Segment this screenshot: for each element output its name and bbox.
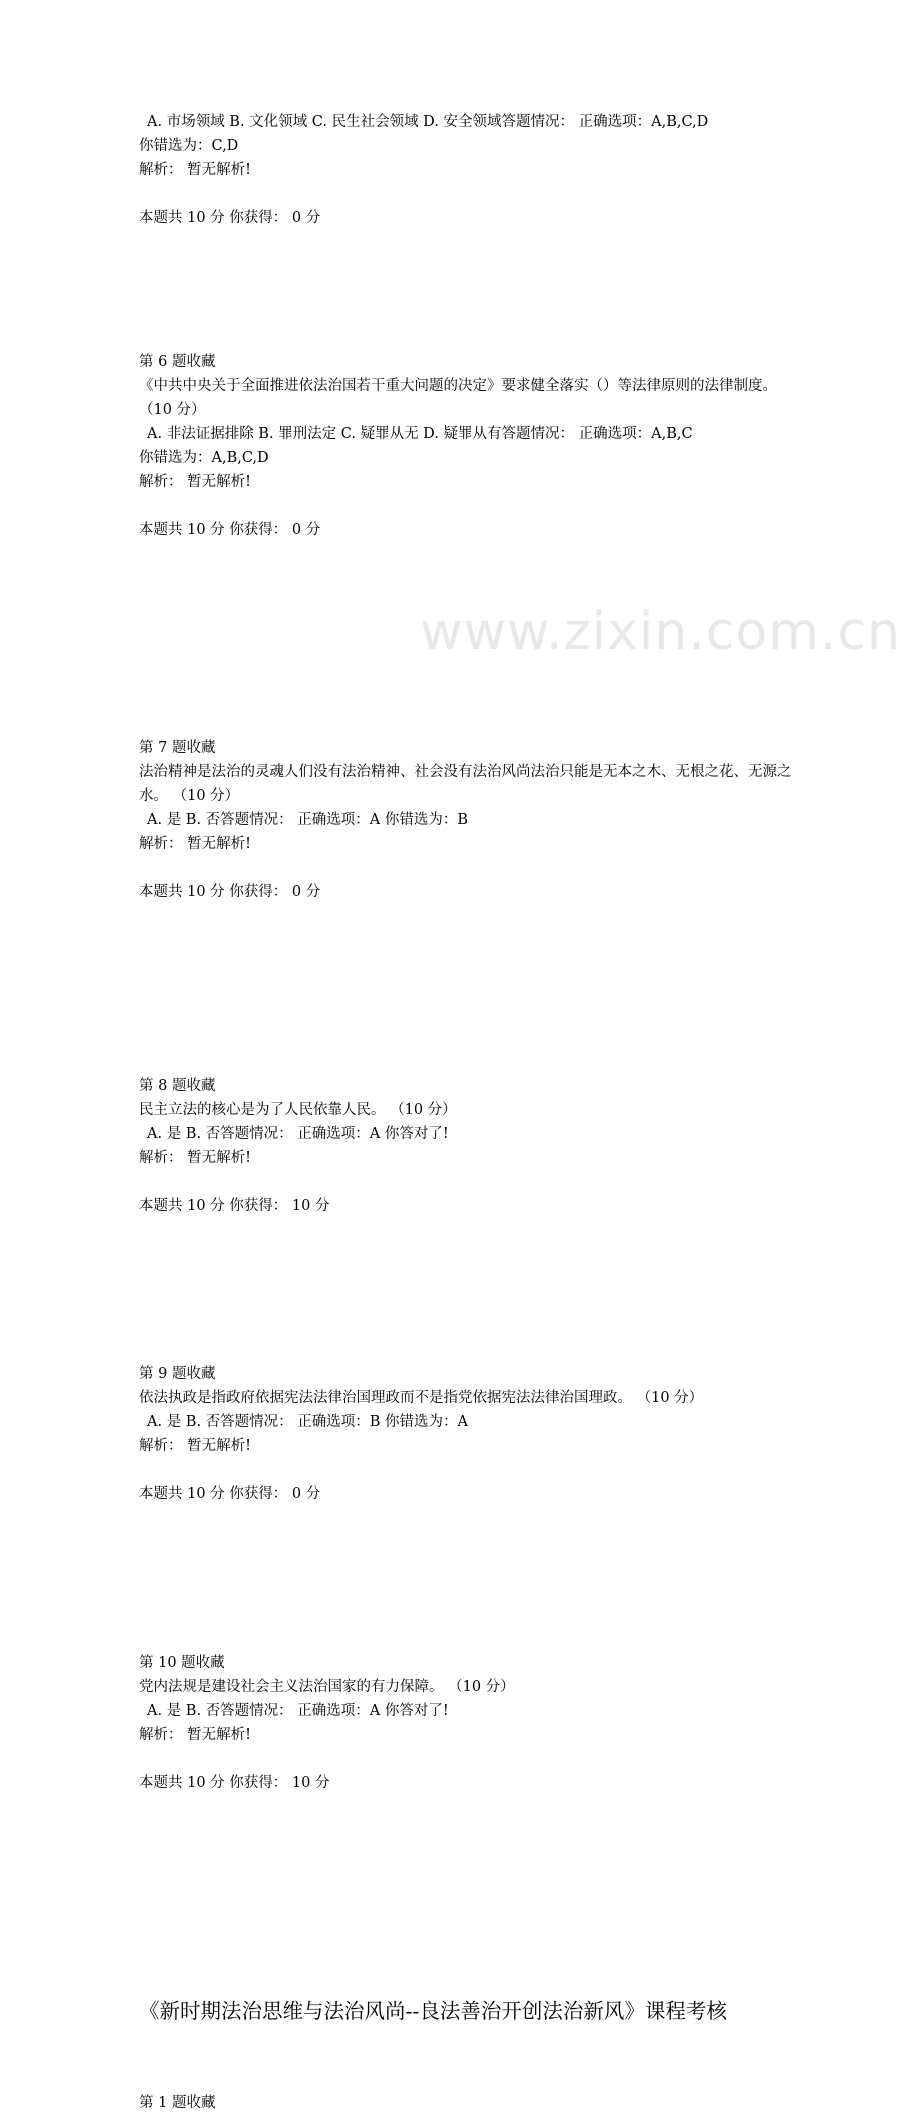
options-line: A. 是 B. 否答题情况： 正确选项：A 你答对了! [147, 1703, 449, 1719]
question-text: 民主立法的核心是为了人民依靠人民。 （10 分） [139, 1102, 457, 1118]
question-9 [139, 1362, 799, 1506]
score-line: 本题共 10 分 你获得： 0 分 [139, 884, 321, 900]
analysis-line: 解析： 暂无解析! [139, 1150, 251, 1166]
question-text: 法治精神是法治的灵魂人们没有法治精神、社会没有法治风尚法治只能是无本之木、无根之花、无源之水。 （10 分） [139, 764, 792, 804]
question-text: 依法执政是指政府依据宪法法律治国理政而不是指党依据宪法法律治国理政。 （10 分） [139, 1390, 704, 1406]
analysis-line: 解析： 暂无解析! [139, 836, 251, 852]
answer-line: 你错选为：C,D [139, 138, 239, 154]
analysis-line: 解析： 暂无解析! [139, 474, 251, 490]
question-text: 《中共中央关于全面推进依法治国若干重大问题的决定》要求健全落实（）等法律原则的法律制度。 （10 分） [139, 378, 777, 418]
question-8 [139, 1074, 799, 1218]
question-7 [139, 736, 799, 904]
answer-line: 你错选为：A,B,C,D [139, 450, 269, 466]
question-6 [139, 350, 799, 542]
question-header: 第 9 题收藏 [139, 1366, 216, 1382]
score-line: 本题共 10 分 你获得： 0 分 [139, 1486, 321, 1502]
score-line: 本题共 10 分 你获得： 0 分 [139, 210, 321, 226]
options-line: A. 是 B. 否答题情况： 正确选项：B 你错选为：A [147, 1414, 469, 1430]
watermark: www.zixin.com.cn [420, 602, 901, 662]
options-line: A. 市场领域 B. 文化领域 C. 民生社会领域 D. 安全领域答题情况： 正确选项：A,B,C,D [147, 114, 709, 130]
options-line: A. 是 B. 否答题情况： 正确选项：A 你错选为：B [147, 812, 469, 828]
course-title: 《新时期法治思维与法治风尚--良法善治开创法治新风》课程考核 [139, 1999, 727, 2023]
next-question-header: 第 1 题收藏 [139, 2095, 216, 2111]
question-5-tail [139, 110, 799, 230]
score-line: 本题共 10 分 你获得： 10 分 [139, 1775, 330, 1791]
score-line: 本题共 10 分 你获得： 0 分 [139, 522, 321, 538]
analysis-line: 解析： 暂无解析! [139, 162, 251, 178]
question-header: 第 8 题收藏 [139, 1078, 216, 1094]
analysis-line: 解析： 暂无解析! [139, 1727, 251, 1743]
score-line: 本题共 10 分 你获得： 10 分 [139, 1198, 330, 1214]
options-line: A. 非法证据排除 B. 罪刑法定 C. 疑罪从无 D. 疑罪从有答题情况： 正确选项：A,B,C [147, 426, 693, 442]
question-header: 第 10 题收藏 [139, 1655, 225, 1671]
question-text: 党内法规是建设社会主义法治国家的有力保障。 （10 分） [139, 1679, 515, 1695]
question-header: 第 6 题收藏 [139, 354, 216, 370]
analysis-line: 解析： 暂无解析! [139, 1438, 251, 1454]
question-header: 第 7 题收藏 [139, 740, 216, 756]
question-10 [139, 1651, 799, 1795]
options-line: A. 是 B. 否答题情况： 正确选项：A 你答对了! [147, 1126, 449, 1142]
